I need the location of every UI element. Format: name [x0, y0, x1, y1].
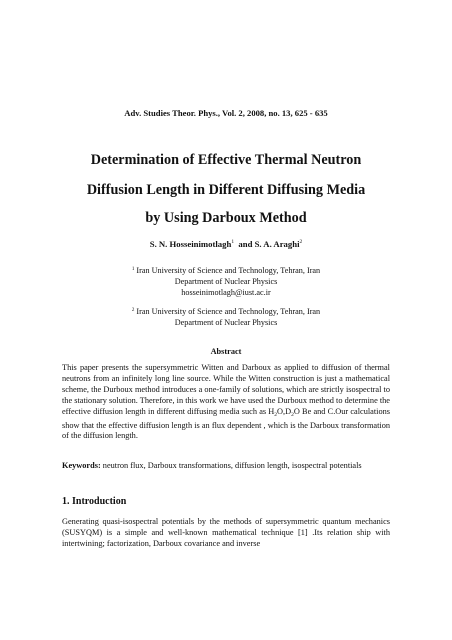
author-line: [0, 239, 452, 249]
author-1-mark: 1: [231, 239, 235, 245]
abstract-sub-2: 2: [291, 411, 294, 418]
affiliation-1-department: Department of Nuclear Physics: [174, 276, 278, 286]
journal-citation: Adv. Studies Theor. Phys., Vol. 2, 2008, no. 13, 625 - 635: [124, 108, 328, 118]
abstract-text-b: O,D: [277, 406, 292, 416]
affiliation-1: [0, 265, 452, 298]
keywords-block: [62, 461, 390, 472]
introduction-text: Generating quasi-isospectral potentials by the methods of supersymmetric quantum mechanics (SUSYQM) is a simple and well-known mathematical technique [1] .Its relation ship with intertwining; factorization, Darboux covariance and inverse: [62, 517, 390, 548]
title-line-3: by Using Darboux Method: [145, 210, 307, 226]
abstract-text-a: This paper presents the supersymmetric Witten and Darboux as applied to diffusion of thermal neutrons from an infinitely long line source. While the Witten construction is just a mathematical scheme, the Durboux method introduces a one-family of solutions, which are strictly isospectral to the stationary solution. Therefore, in this work we have used the Durboux method to determine the effective diffusion length in different diffusing media such as H: [62, 363, 390, 416]
title-line-1: Determination of Effective Thermal Neutron: [90, 152, 362, 168]
abstract-text-c: O Be and C.Our calculations show that the effective diffusion length is an flux dependent , which is the Darboux transformation of the diffusion length.: [62, 406, 390, 441]
affiliation-2-department: Department of Nuclear Physics: [174, 317, 278, 327]
author-2: S. A. Araghi: [254, 239, 300, 249]
affiliation-2: [0, 306, 452, 329]
affiliation-1-mark: 1: [131, 267, 135, 272]
author-1: S. N. Hosseinimotlagh: [149, 239, 232, 249]
author-conjunction: and: [238, 239, 253, 249]
title-line-2: Diffusion Length in Different Diffusing Media: [86, 182, 366, 198]
affiliation-1-email[interactable]: hosseinimotlagh@iust.ac.ir: [181, 287, 271, 297]
affiliation-1-institution: Iran University of Science and Technology, Tehran, Iran: [136, 266, 321, 275]
author-2-mark: 2: [299, 239, 303, 245]
affiliation-2-institution: Iran University of Science and Technology, Tehran, Iran: [136, 307, 321, 316]
abstract-body: [62, 363, 390, 442]
abstract-sub-1: 2: [274, 411, 278, 418]
section-heading: 1. Introduction: [62, 496, 127, 507]
affiliation-2-mark: 2: [131, 308, 135, 313]
keywords-text: neutron flux, Darboux transformations, diffusion length, isospectral potentials: [102, 461, 362, 470]
abstract-heading: Abstract: [210, 347, 242, 356]
keywords-label: Keywords:: [62, 461, 101, 470]
